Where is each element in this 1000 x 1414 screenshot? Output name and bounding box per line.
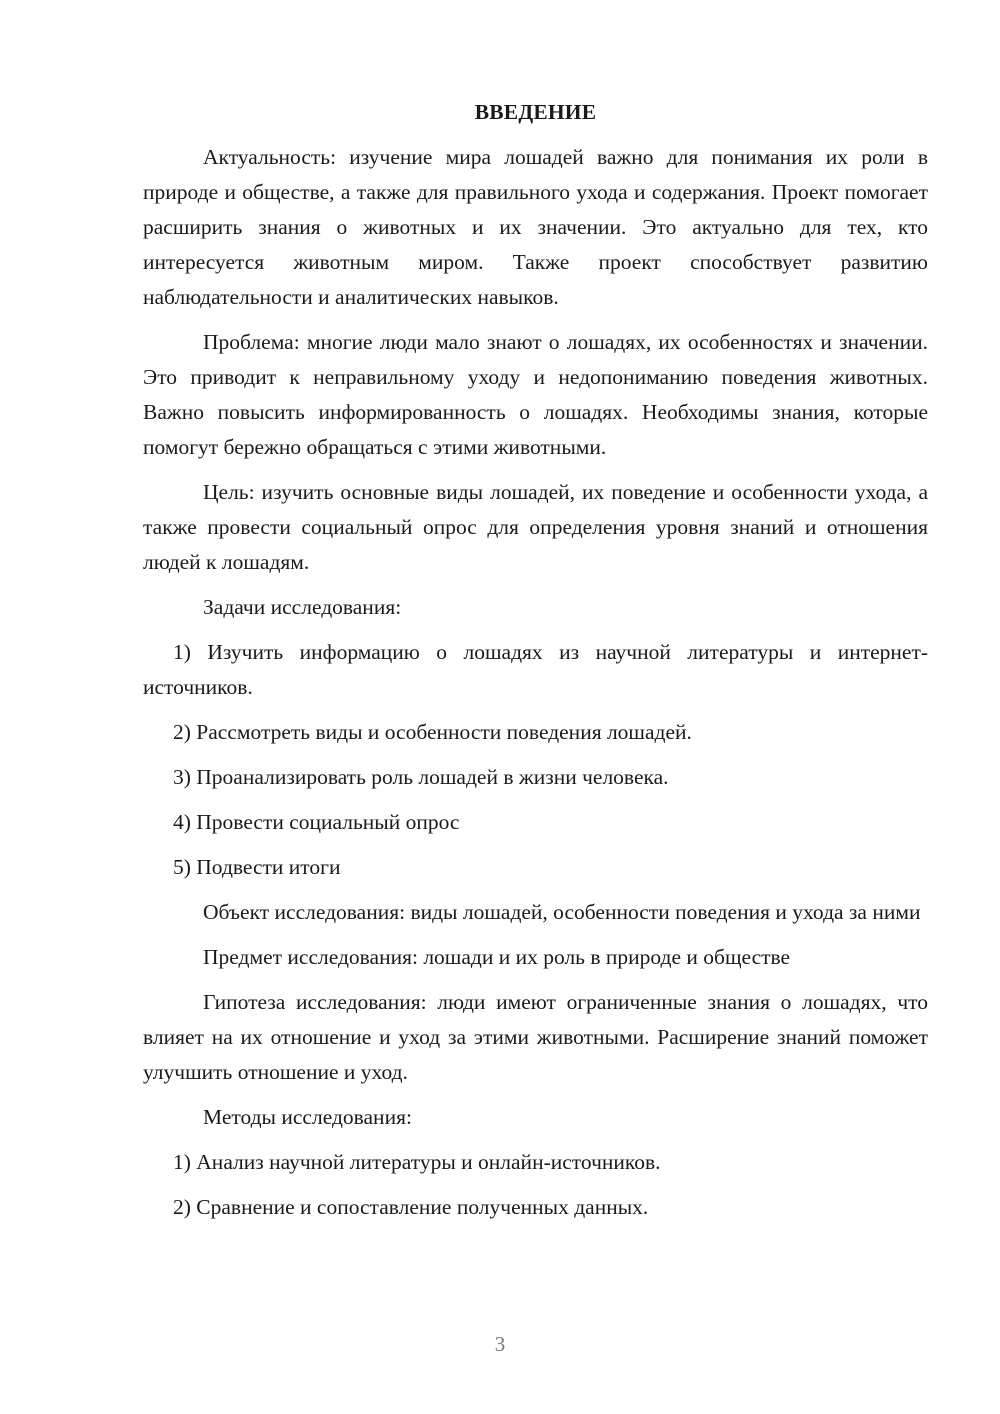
task-item: 3) Проанализировать роль лошадей в жизни человека. bbox=[173, 765, 669, 789]
tasks-heading: Задачи исследования: bbox=[203, 595, 402, 619]
method-item: 1) Анализ научной литературы и онлайн-источников. bbox=[173, 1150, 661, 1174]
page-number: 3 bbox=[494, 1332, 506, 1356]
subject-paragraph: Предмет исследования: лошади и их роль в природе и обществе bbox=[203, 945, 791, 969]
methods-heading: Методы исследования: bbox=[203, 1105, 412, 1129]
task-item: 2) Рассмотреть виды и особенности поведения лошадей. bbox=[173, 720, 692, 744]
goal-paragraph: Цель: изучить основные виды лошадей, их поведение и особенности ухода, а также провести социальный опрос для определения уровня знаний и отношения людей к лошадям. bbox=[143, 480, 928, 574]
document-page bbox=[143, 95, 928, 1235]
object-paragraph: Объект исследования: виды лошадей, особенности поведения и ухода за ними bbox=[203, 900, 921, 924]
relevance-paragraph: Актуальность: изучение мира лошадей важно для понимания их роли в природе и обществе, а также для правильного ухода и содержания. Проект помогает расширить знания о животных и их значении. Это актуально для тех, кто интересуется животным миром. Также проект способствует развитию наблюдательности и аналитических навыков. bbox=[143, 145, 928, 309]
task-item: 1) Изучить информацию о лошадях из научной литературы и интернет-источников. bbox=[143, 640, 928, 699]
problem-paragraph: Проблема: многие люди мало знают о лошадях, их особенностях и значении. Это приводит к неправильному уходу и недопониманию поведения животных. Важно повысить информированность о лошадях. Необходимы знания, которые помогут бережно обращаться с этими животными. bbox=[143, 330, 928, 459]
task-item: 4) Провести социальный опрос bbox=[173, 810, 460, 834]
page-title: ВВЕДЕНИЕ bbox=[474, 100, 597, 124]
method-item: 2) Сравнение и сопоставление полученных данных. bbox=[173, 1195, 649, 1219]
task-item: 5) Подвести итоги bbox=[173, 855, 341, 879]
hypothesis-paragraph: Гипотеза исследования: люди имеют ограниченные знания о лошадях, что влияет на их отношение и уход за этими животными. Расширение знаний поможет улучшить отношение и уход. bbox=[143, 990, 928, 1084]
